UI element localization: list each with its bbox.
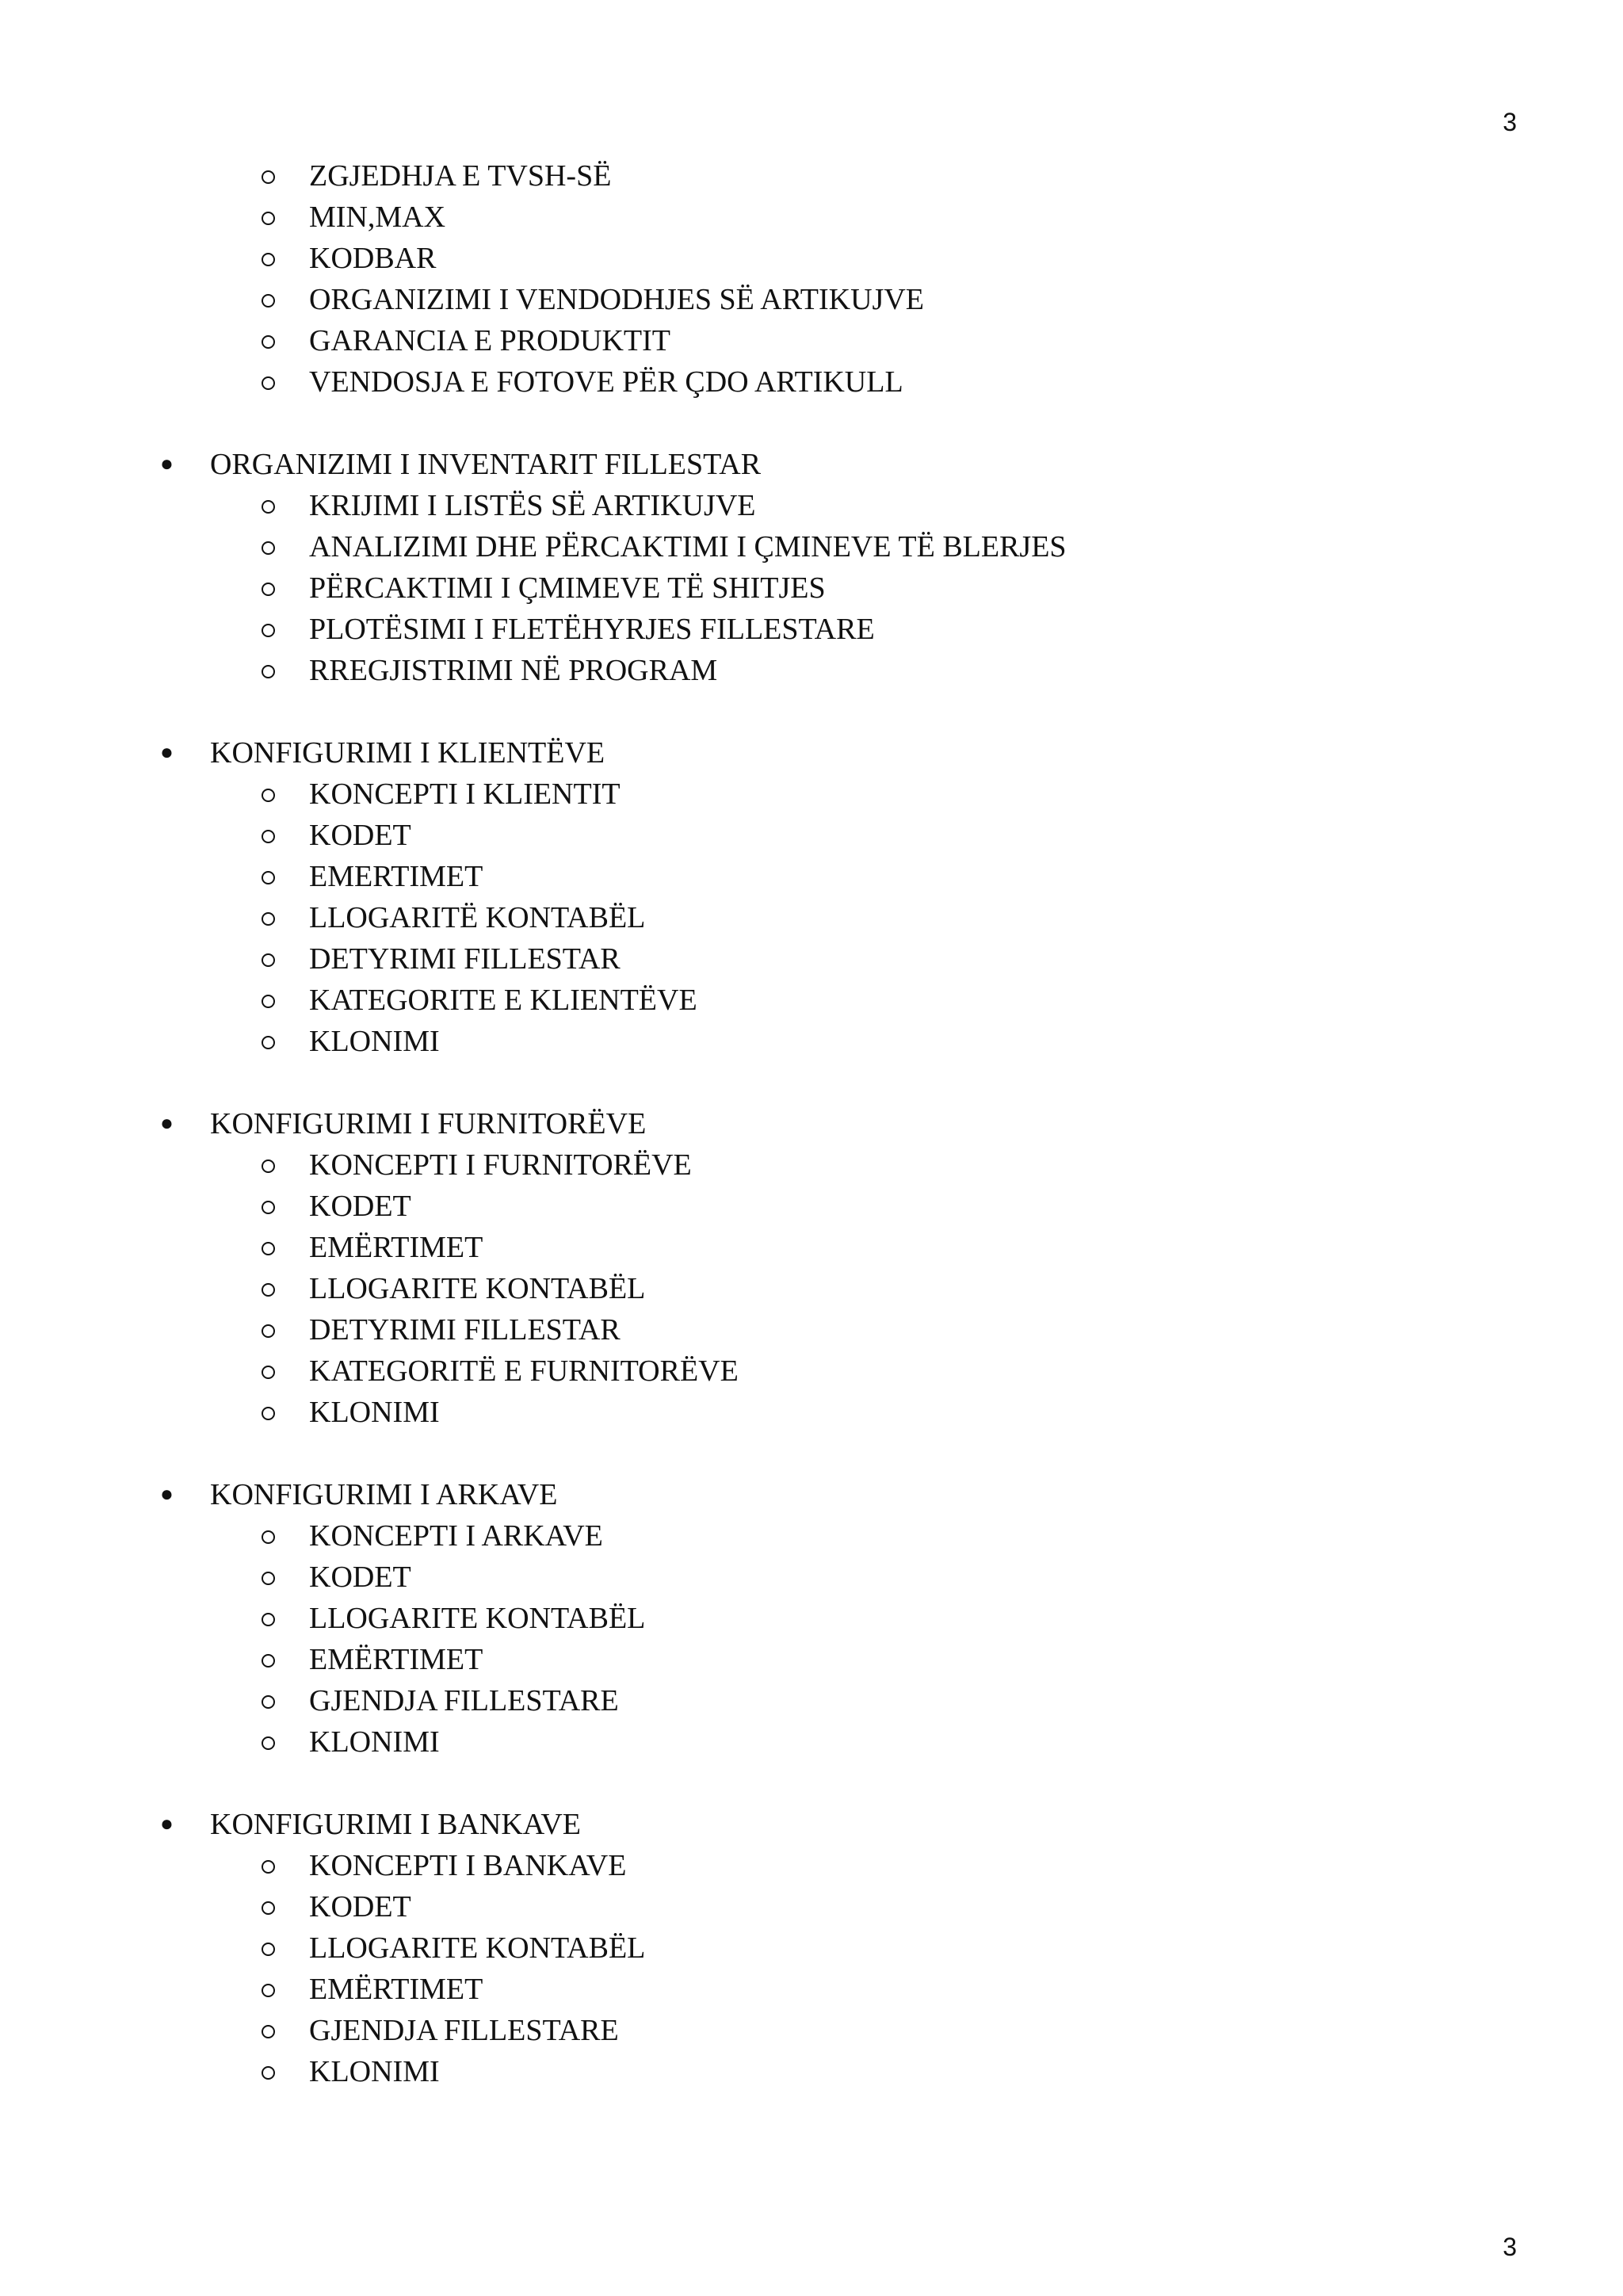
list-item xyxy=(0,1845,1623,1886)
list-item-label: KATEGORITE E KLIENTËVE xyxy=(309,984,697,1017)
outline-section xyxy=(0,1804,1623,2092)
list-item xyxy=(0,361,1623,403)
list-item-label: KODET xyxy=(309,1561,411,1594)
list-item xyxy=(0,1927,1623,1969)
hollow-circle-bullet-icon xyxy=(262,1159,275,1173)
list-item-label: KLONIMI xyxy=(309,2055,440,2088)
list-item-label: LLOGARITE KONTABËL xyxy=(309,1602,646,1635)
list-item-label: PLOTËSIMI I FLETËHYRJES FILLESTARE xyxy=(309,613,875,646)
hollow-circle-bullet-icon xyxy=(262,1324,275,1338)
list-item xyxy=(0,1969,1623,2010)
section-heading xyxy=(0,444,1623,485)
list-item-label: KLONIMI xyxy=(309,1725,440,1759)
list-item xyxy=(0,320,1623,361)
list-item-label: MIN,MAX xyxy=(309,201,446,234)
list-item-label: EMERTIMET xyxy=(309,860,483,893)
list-item-label: KLONIMI xyxy=(309,1396,440,1429)
list-item-label: EMËRTIMET xyxy=(309,1643,483,1676)
hollow-circle-bullet-icon xyxy=(262,1943,275,1956)
outline-section xyxy=(0,1103,1623,1433)
list-item-label: KRIJIMI I LISTËS SË ARTIKUJVE xyxy=(309,489,756,522)
section-spacer xyxy=(0,691,1623,732)
list-item-label: LLOGARITE KONTABËL xyxy=(309,1272,646,1305)
section-spacer xyxy=(0,1433,1623,1474)
hollow-circle-bullet-icon xyxy=(262,1242,275,1255)
list-item-label: KONCEPTI I BANKAVE xyxy=(309,1849,627,1882)
list-item xyxy=(0,1515,1623,1557)
hollow-circle-bullet-icon xyxy=(262,1736,275,1750)
list-item-label: EMËRTIMET xyxy=(309,1973,483,2006)
list-item xyxy=(0,155,1623,197)
list-item-label: KODET xyxy=(309,1890,411,1924)
list-item xyxy=(0,197,1623,238)
page-number-top: 3 xyxy=(1503,108,1517,136)
filled-bullet-icon: ● xyxy=(160,1812,174,1836)
hollow-circle-bullet-icon xyxy=(262,995,275,1008)
list-item xyxy=(0,1186,1623,1227)
list-item xyxy=(0,2010,1623,2051)
hollow-circle-bullet-icon xyxy=(262,541,275,555)
list-item-label: KONCEPTI I KLIENTIT xyxy=(309,777,621,811)
list-item-label: EMËRTIMET xyxy=(309,1231,483,1264)
hollow-circle-bullet-icon xyxy=(262,1860,275,1874)
list-item xyxy=(0,1350,1623,1392)
list-item xyxy=(0,774,1623,815)
hollow-circle-bullet-icon xyxy=(262,1613,275,1626)
list-item xyxy=(0,938,1623,980)
hollow-circle-bullet-icon xyxy=(262,1530,275,1544)
section-title: KONFIGURIMI I BANKAVE xyxy=(210,1808,581,1841)
list-item xyxy=(0,1227,1623,1268)
hollow-circle-bullet-icon xyxy=(262,1901,275,1915)
list-item xyxy=(0,1721,1623,1763)
hollow-circle-bullet-icon xyxy=(262,624,275,637)
list-item-label: LLOGARITE KONTABËL xyxy=(309,1931,646,1965)
hollow-circle-bullet-icon xyxy=(262,1201,275,1214)
list-item xyxy=(0,1392,1623,1433)
list-item xyxy=(0,609,1623,650)
list-item xyxy=(0,2051,1623,2092)
section-spacer xyxy=(0,403,1623,444)
filled-bullet-icon: ● xyxy=(160,452,174,476)
hollow-circle-bullet-icon xyxy=(262,2025,275,2038)
outline-section xyxy=(0,444,1623,691)
page-number-bottom: 3 xyxy=(1503,2233,1517,2261)
hollow-circle-bullet-icon xyxy=(262,871,275,884)
list-item-label: DETYRIMI FILLESTAR xyxy=(309,942,621,976)
hollow-circle-bullet-icon xyxy=(262,1984,275,1997)
section-heading xyxy=(0,732,1623,774)
section-title: ORGANIZIMI I INVENTARIT FILLESTAR xyxy=(210,448,762,481)
hollow-circle-bullet-icon xyxy=(262,583,275,596)
hollow-circle-bullet-icon xyxy=(262,1407,275,1420)
list-item-label: DETYRIMI FILLESTAR xyxy=(309,1313,621,1347)
list-item-label: PËRCAKTIMI I ÇMIMEVE TË SHITJES xyxy=(309,571,826,605)
hollow-circle-bullet-icon xyxy=(262,376,275,390)
section-title: KONFIGURIMI I ARKAVE xyxy=(210,1478,558,1511)
list-item-label: KONCEPTI I ARKAVE xyxy=(309,1519,603,1553)
hollow-circle-bullet-icon xyxy=(262,665,275,678)
list-item xyxy=(0,1886,1623,1927)
hollow-circle-bullet-icon xyxy=(262,1036,275,1049)
hollow-circle-bullet-icon xyxy=(262,253,275,266)
hollow-circle-bullet-icon xyxy=(262,500,275,514)
list-item xyxy=(0,1680,1623,1721)
hollow-circle-bullet-icon xyxy=(262,1695,275,1709)
list-item xyxy=(0,897,1623,938)
list-item xyxy=(0,1144,1623,1186)
list-item-label: ANALIZIMI DHE PËRCAKTIMI I ÇMINEVE TË BLERJES xyxy=(309,530,1067,563)
hollow-circle-bullet-icon xyxy=(262,294,275,308)
hollow-circle-bullet-icon xyxy=(262,830,275,843)
list-item xyxy=(0,856,1623,897)
hollow-circle-bullet-icon xyxy=(262,170,275,184)
hollow-circle-bullet-icon xyxy=(262,1366,275,1379)
list-item-label: RREGJISTRIMI NË PROGRAM xyxy=(309,654,718,687)
outline-section xyxy=(0,155,1623,403)
list-item xyxy=(0,485,1623,526)
hollow-circle-bullet-icon xyxy=(262,2066,275,2080)
list-item xyxy=(0,279,1623,320)
outline-section xyxy=(0,1474,1623,1763)
list-item-label: KLONIMI xyxy=(309,1025,440,1058)
sub-item-list xyxy=(0,1144,1623,1433)
list-item-label: GJENDJA FILLESTARE xyxy=(309,2014,619,2047)
list-item xyxy=(0,1021,1623,1062)
list-item xyxy=(0,650,1623,691)
sub-item-list xyxy=(0,1845,1623,2092)
sub-item-list xyxy=(0,485,1623,691)
list-item xyxy=(0,526,1623,567)
filled-bullet-icon: ● xyxy=(160,740,174,765)
filled-bullet-icon: ● xyxy=(160,1111,174,1136)
section-title: KONFIGURIMI I FURNITORËVE xyxy=(210,1107,647,1140)
hollow-circle-bullet-icon xyxy=(262,953,275,967)
list-item xyxy=(0,1309,1623,1350)
list-item-label: KODBAR xyxy=(309,242,437,275)
hollow-circle-bullet-icon xyxy=(262,1572,275,1585)
list-item-label: KODET xyxy=(309,819,411,852)
outline-section xyxy=(0,732,1623,1062)
list-item xyxy=(0,567,1623,609)
sub-item-list xyxy=(0,774,1623,1062)
list-item-label: LLOGARITË KONTABËL xyxy=(309,901,646,934)
hollow-circle-bullet-icon xyxy=(262,1283,275,1297)
section-heading xyxy=(0,1103,1623,1144)
document-outline xyxy=(0,155,1623,2092)
list-item xyxy=(0,980,1623,1021)
list-item-label: ZGJEDHJA E TVSH-SË xyxy=(309,159,612,193)
section-spacer xyxy=(0,1763,1623,1804)
list-item-label: GARANCIA E PRODUKTIT xyxy=(309,324,670,357)
hollow-circle-bullet-icon xyxy=(262,212,275,225)
section-title: KONFIGURIMI I KLIENTËVE xyxy=(210,736,605,770)
list-item-label: KODET xyxy=(309,1190,411,1223)
list-item xyxy=(0,1557,1623,1598)
list-item xyxy=(0,1598,1623,1639)
list-item-label: GJENDJA FILLESTARE xyxy=(309,1684,619,1717)
list-item xyxy=(0,1268,1623,1309)
sub-item-list xyxy=(0,155,1623,403)
hollow-circle-bullet-icon xyxy=(262,912,275,926)
filled-bullet-icon: ● xyxy=(160,1482,174,1507)
section-heading xyxy=(0,1474,1623,1515)
list-item xyxy=(0,815,1623,856)
list-item xyxy=(0,1639,1623,1680)
section-spacer xyxy=(0,1062,1623,1103)
hollow-circle-bullet-icon xyxy=(262,789,275,802)
list-item-label: KATEGORITË E FURNITORËVE xyxy=(309,1354,739,1388)
list-item-label: ORGANIZIMI I VENDODHJES SË ARTIKUJVE xyxy=(309,283,924,316)
hollow-circle-bullet-icon xyxy=(262,335,275,349)
section-heading xyxy=(0,1804,1623,1845)
list-item xyxy=(0,238,1623,279)
list-item-label: VENDOSJA E FOTOVE PËR ÇDO ARTIKULL xyxy=(309,365,903,399)
hollow-circle-bullet-icon xyxy=(262,1654,275,1668)
sub-item-list xyxy=(0,1515,1623,1763)
list-item-label: KONCEPTI I FURNITORËVE xyxy=(309,1148,692,1182)
